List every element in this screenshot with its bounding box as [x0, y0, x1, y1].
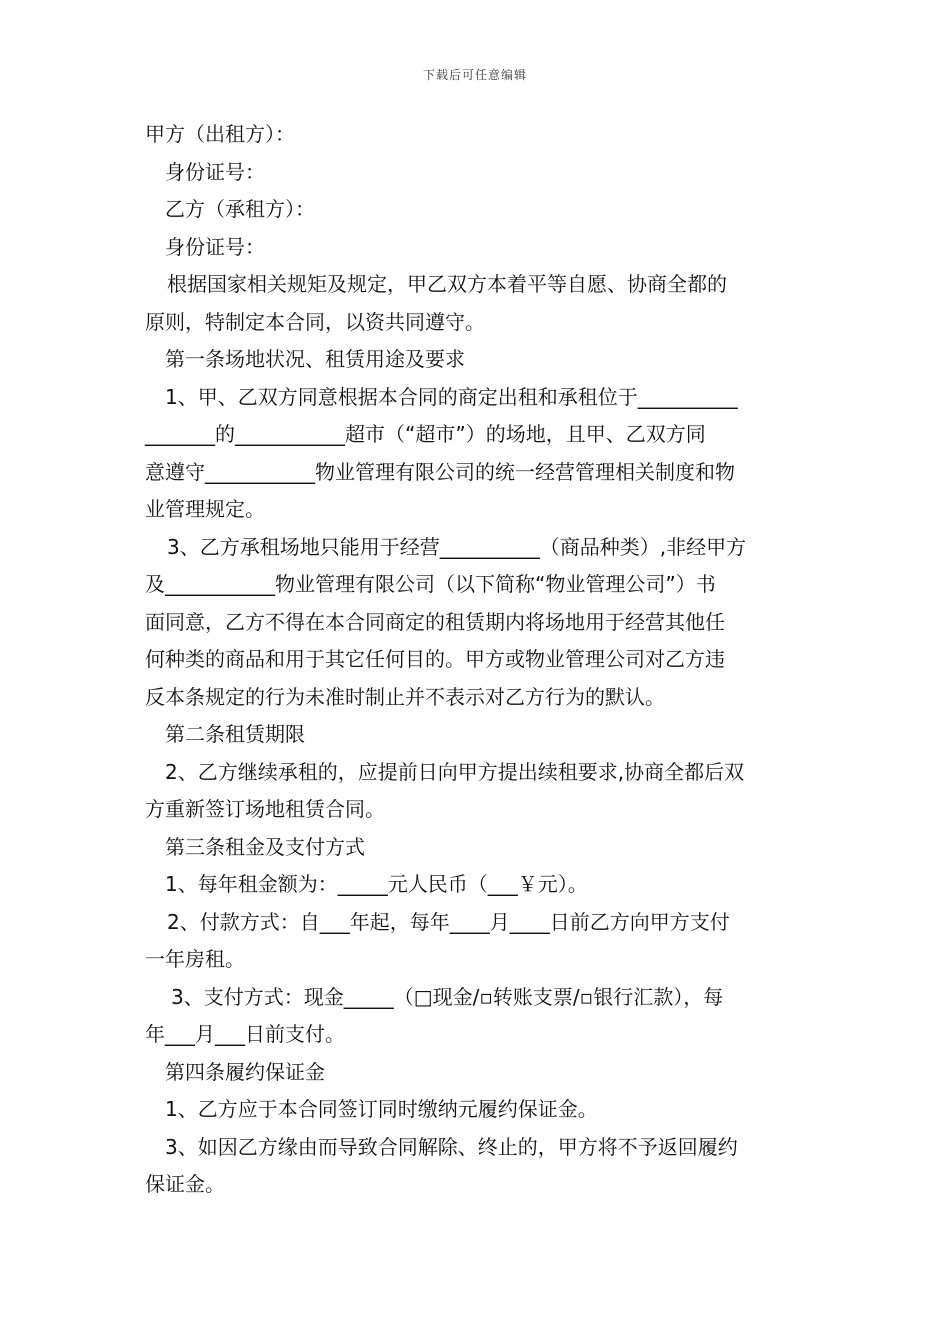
article-1-clause-3-line-1: 3、乙方承租场地只能用于经营__________（商品种类）,非经甲方 — [167, 534, 747, 559]
article-2-clause-2-line-1: 2、乙方继续承租的，应提前日向甲方提出续租要求,协商全都后双 — [165, 759, 745, 784]
article-1-clause-3-line-2: 及___________物业管理有限公司（以下简称“物业管理公司”）书 — [145, 572, 716, 596]
article-1-heading: 第一条场地状况、租赁用途及要求 — [165, 347, 465, 371]
article-2-clause-2-line-2: 方重新签订场地租赁合同。 — [145, 797, 385, 821]
article-1-clause-3-line-4: 何种类的商品和用于其它任何目的。甲方或物业管理公司对乙方违 — [145, 647, 725, 671]
article-4-clause-1: 1、乙方应于本合同签订同时缴纳元履约保证金。 — [165, 1097, 598, 1121]
article-1-clause-3-line-5: 反本条规定的行为未准时制止并不表示对乙方行为的默认。 — [145, 684, 665, 709]
article-2-heading: 第二条租赁期限 — [165, 722, 305, 746]
preamble-line-2: 原则，特制定本合同，以资共同遵守。 — [145, 309, 485, 334]
party-b-line: 乙方（承租方）： — [165, 197, 315, 221]
article-1-clause-1-line-3: 意遵守___________物业管理有限公司的统一经营管理相关制度和物 — [145, 459, 735, 484]
article-3-heading: 第三条租金及支付方式 — [165, 834, 365, 859]
party-a-id-line: 身份证号： — [165, 159, 265, 184]
page-header-note: 下载后可任意编辑 — [422, 68, 527, 82]
article-1-clause-1-line-1: 1、甲、乙双方同意根据本合同的商定出租和承租位于__________ — [165, 384, 738, 409]
article-3-clause-1: 1、每年租金额为：_____元人民币（___￥元）。 — [165, 872, 588, 896]
article-4-clause-3-line-1: 3、如因乙方缘由而导致合同解除、终止的，甲方将不予返回履约 — [165, 1134, 738, 1159]
article-1-clause-3-line-3: 面同意，乙方不得在本合同商定的租赁期内将场地用于经营其他任 — [145, 609, 725, 634]
contract-body — [145, 116, 810, 1204]
article-3-clause-3-line-1: 3、支付方式：现金_____（□现金/▫转账支票/▫银行汇款），每 — [171, 984, 724, 1009]
article-1-clause-1-line-4: 业管理规定。 — [145, 497, 265, 521]
party-a-line: 甲方（出租方）： — [145, 122, 295, 146]
article-1-clause-1-line-2: _______的___________超市（“超市”）的场地，且甲、乙双方同 — [145, 422, 706, 446]
article-3-clause-2-line-2: 一年房租。 — [145, 947, 245, 971]
article-3-clause-2-line-1: 2、付款方式：自___年起，每年____月____日前乙方向甲方支付 — [167, 909, 730, 934]
article-4-heading: 第四条履约保证金 — [165, 1059, 325, 1084]
article-4-clause-3-line-2: 保证金。 — [145, 1172, 225, 1196]
party-b-id-line: 身份证号： — [165, 234, 265, 259]
preamble-line-1: 根据国家相关规矩及规定，甲乙双方本着平等自愿、协商全都的 — [167, 272, 727, 296]
article-3-clause-3-line-2: 年___月___日前支付。 — [145, 1022, 345, 1046]
